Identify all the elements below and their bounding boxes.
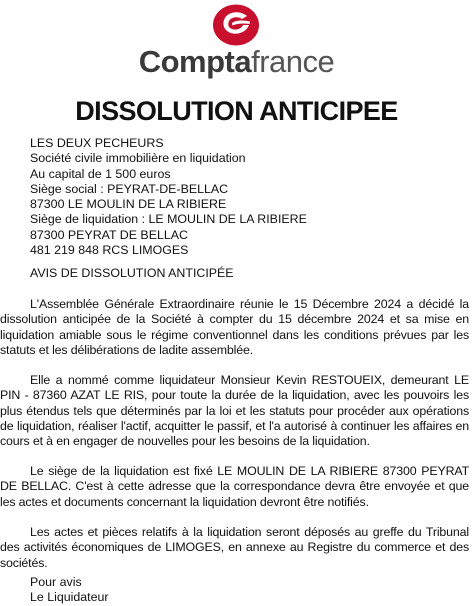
signature-line-2: Le Liquidateur	[30, 590, 109, 604]
company-registered-office: Siège social : PEYRAT-DE-BELLAC	[30, 181, 229, 196]
brand-name-light: france	[251, 44, 335, 79]
company-liquidation-office-city: 87300 PEYRAT DE BELLAC	[30, 227, 188, 242]
company-capital: Au capital de 1 500 euros	[30, 166, 171, 181]
signature-line-1: Pour avis	[30, 575, 82, 589]
brand-name	[0, 44, 473, 80]
company-registered-office-city: 87300 LE MOULIN DE LA RIBIERE	[30, 197, 227, 212]
company-address-block	[30, 136, 460, 258]
comptafrance-logo-icon	[212, 4, 260, 46]
brand-name-bold: Compta	[138, 44, 252, 79]
avis-heading: AVIS DE DISSOLUTION ANTICIPÉE	[30, 266, 234, 280]
company-liquidation-office: Siège de liquidation : LE MOULIN DE LA RIBIERE	[30, 212, 307, 227]
comptafrance-logo	[0, 0, 473, 88]
company-rcs-number: 481 219 848 RCS LIMOGES	[30, 243, 189, 258]
paragraph-filing: Les actes et pièces relatifs à la liquidation seront déposés au greffe du Tribunal des activités économiques de LIMOGES, en annexe au Registre du commerce et des sociétés.	[0, 525, 469, 570]
paragraph-assembly-decision: L'Assemblée Générale Extraordinaire réunie le 15 Décembre 2024 a décidé la dissolution anticipée de la Société à compter du 15 décembre 2024 et sa mise en liquidation amiable sous le régime conventionnel dans les conditions prévues par les statuts et les délibérations de ladite assemblée.	[0, 297, 469, 357]
paragraph-liquidator-appointment: Elle a nommé comme liquidateur Monsieur Kevin RESTOUEIX, demeurant LE PIN - 87360 AZAT LE RIS, pour toute la durée de la liquidation, avec les pouvoirs les plus étendus tels que déterminés par la loi et les statuts pour procéder aux opérations de liquidation, réaliser l'actif, acquitter le passif, et l'a autorisé à continuer les affaires en cours et à en engager de nouvelles pour les besoins de la liquidation.	[0, 373, 469, 449]
company-form: Société civile immobilière en liquidation	[30, 151, 246, 166]
paragraph-liquidation-office: Le siège de la liquidation est fixé LE MOULIN DE LA RIBIERE 87300 PEYRAT DE BELLAC. C'est à cette adresse que la correspondance devra être envoyée et que les actes et documents concernant la liquidation devront être notifiés.	[0, 464, 469, 509]
page-title: DISSOLUTION ANTICIPEE	[75, 96, 398, 126]
company-name: LES DEUX PECHEURS	[30, 136, 164, 150]
